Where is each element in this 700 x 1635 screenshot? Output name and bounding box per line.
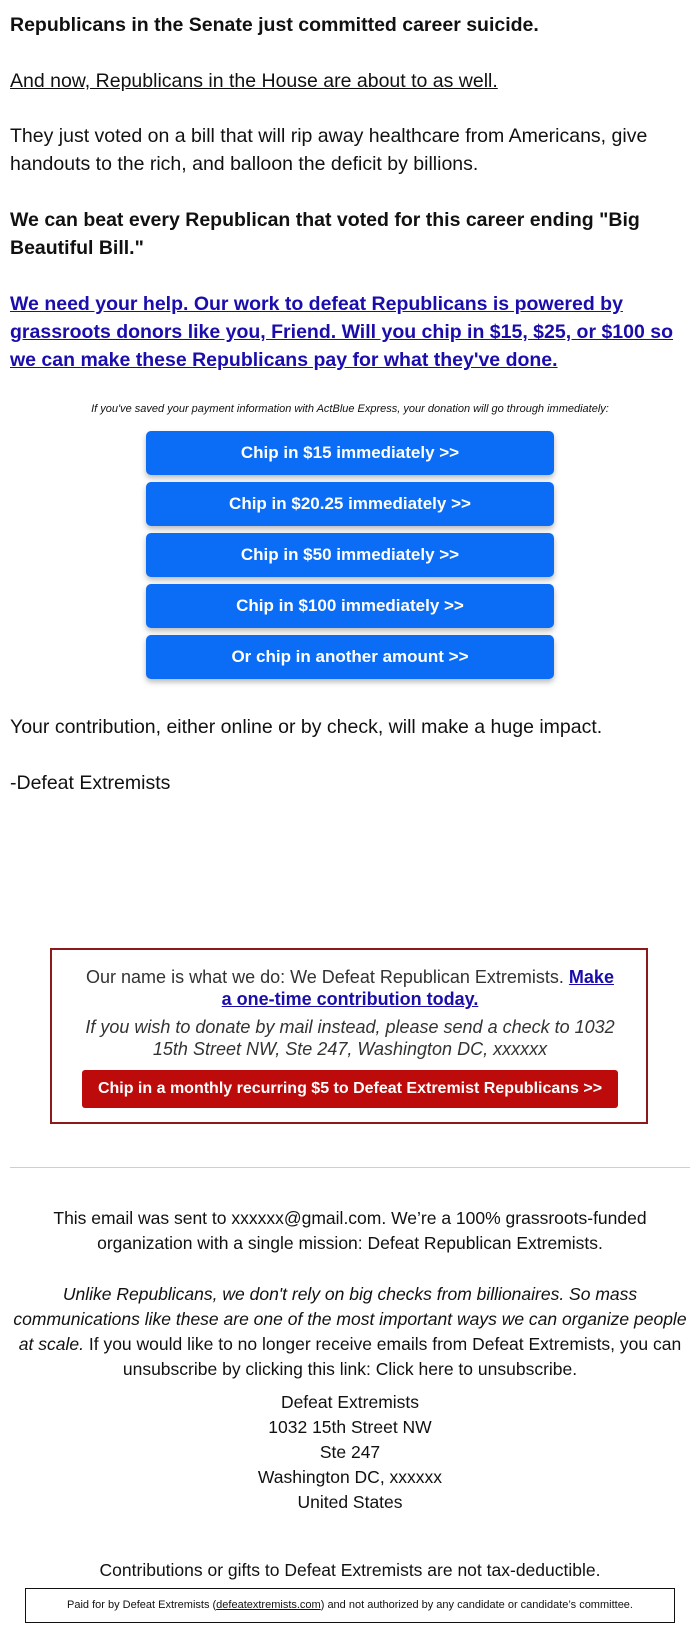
address-street: 1032 15th Street NW [268, 1417, 432, 1437]
website-link[interactable]: defeatextremists.com [216, 1599, 321, 1611]
actblue-express-note: If you've saved your payment information with ActBlue Express, your donation will go through immediately: [91, 403, 609, 415]
mail-donation-text: If you wish to donate by mail instead, please send a check to 1032 15th Street NW, Ste 247, Washington DC, xxxxxx [85, 1017, 615, 1059]
one-time-contribution-link[interactable]: Make a one-time contribution today. [221, 967, 614, 1009]
address-city: Washington DC, xxxxxx [257, 1467, 443, 1487]
box-intro [80, 966, 620, 1010]
footer-sent-to: This email was sent to xxxxxx@gmail.com. We’re a 100% grassroots-funded organization with a single mission: Defeat Republican Extremists. [53, 1207, 647, 1253]
paid-for-disclaimer [25, 1588, 675, 1623]
paid-for-suffix: ) and not authorized by any candidate or candidate’s committee. [320, 1599, 633, 1611]
box-intro-text: Our name is what we do: We Defeat Republican Extremists. [86, 967, 564, 987]
contribution-text: Your contribution, either online or by check, will make a huge impact. [10, 716, 603, 738]
tax-note: Contributions or gifts to Defeat Extremists are not tax-deductible. [99, 1559, 601, 1580]
unsubscribe-link[interactable]: Click here to unsubscribe. [375, 1358, 578, 1379]
footer-divider [10, 1167, 690, 1168]
donate-cta-link[interactable]: We need your help. Our work to defeat Republicans is powered by grassroots donors like you, Friend. Will you chip in $15, $25, or $100 so we can make these Republicans pay for what they've done. [10, 293, 674, 371]
chip-other-amount-button[interactable]: Or chip in another amount >> [146, 635, 554, 679]
body-paragraph: They just voted on a bill that will rip away healthcare from Americans, give handouts to the rich, and balloon the deficit by billions. [10, 125, 648, 175]
footer-unsubscribe-text: If you would like to no longer receive emails from Defeat Extremists, you can unsubscribe by clicking this link: [88, 1333, 682, 1379]
chip-20-25-button[interactable]: Chip in $20.25 immediately >> [146, 482, 554, 526]
address-suite: Ste 247 [319, 1442, 381, 1462]
signature: -Defeat Extremists [10, 772, 171, 794]
footer-unsubscribe-paragraph [10, 1282, 690, 1382]
mailing-address [10, 1390, 690, 1515]
chip-100-button[interactable]: Chip in $100 immediately >> [146, 584, 554, 628]
subheadline: And now, Republicans in the House are about to as well. [10, 70, 498, 92]
footer-italic-text: Unlike Republicans, we don't rely on big checks from billionaires. So mass communications like these are one of the most important ways we can organize people at scale. [13, 1283, 687, 1354]
address-name: Defeat Extremists [280, 1392, 420, 1412]
monthly-recurring-button[interactable]: Chip in a monthly recurring $5 to Defeat Extremist Republicans >> [82, 1070, 618, 1108]
donation-info-box [50, 948, 648, 1124]
headline: Republicans in the Senate just committed career suicide. [10, 14, 539, 36]
chip-50-button[interactable]: Chip in $50 immediately >> [146, 533, 554, 577]
bold-statement: We can beat every Republican that voted for this career ending "Big Beautiful Bill." [10, 209, 640, 259]
chip-15-button[interactable]: Chip in $15 immediately >> [146, 431, 554, 475]
paid-for-prefix: Paid for by Defeat Extremists ( [67, 1599, 217, 1611]
address-country: United States [297, 1492, 403, 1512]
